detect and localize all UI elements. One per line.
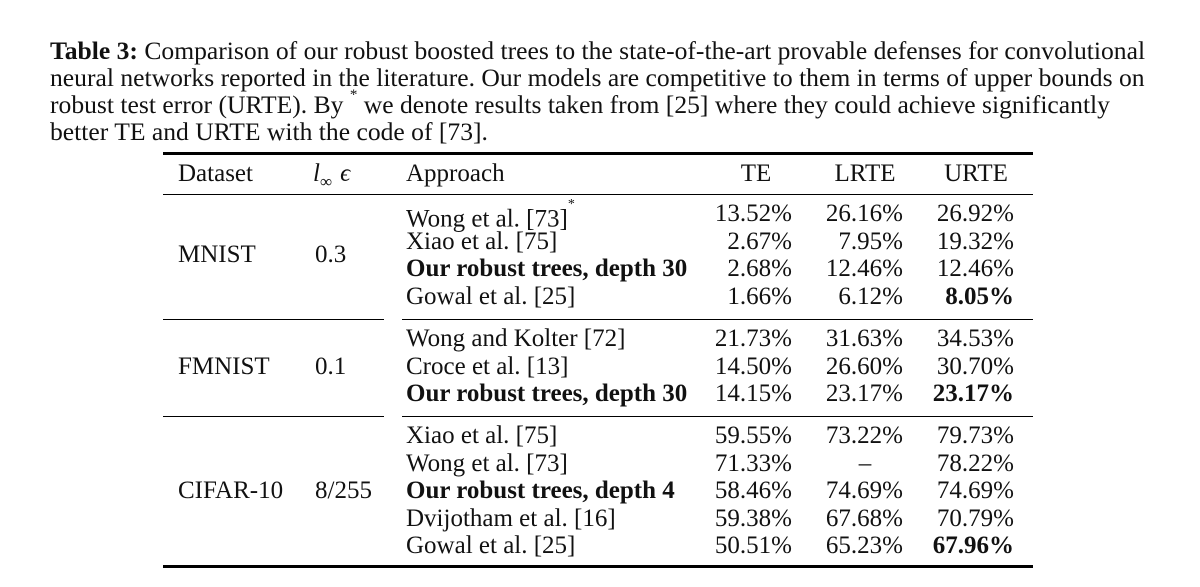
approach-cell xyxy=(406,505,616,533)
dataset-cell: FMNIST xyxy=(178,352,270,380)
approach-text: Gowal et al. [25] xyxy=(406,532,576,559)
urte-cell: 74.69% xyxy=(936,477,1014,504)
te-cell: 21.73% xyxy=(714,325,792,352)
urte-cell: 12.46% xyxy=(936,255,1014,282)
lrte-cell: – xyxy=(858,449,872,477)
lrte-cell: 7.95% xyxy=(838,227,903,255)
urte-cell: 26.92% xyxy=(936,200,1014,227)
te-cell: 13.52% xyxy=(714,200,792,227)
lrte-cell: 65.23% xyxy=(825,532,903,559)
epsilon-cell: 0.3 xyxy=(315,241,347,269)
approach-cell xyxy=(406,353,568,381)
group-separator-right xyxy=(402,416,1033,417)
urte-cell: 8.05% xyxy=(945,282,1014,310)
te-cell: 1.66% xyxy=(727,282,792,310)
lrte-cell: 26.16% xyxy=(825,200,903,227)
caption-star: * xyxy=(349,87,358,104)
caption-text-2: we denote results taken from [25] where they could achieve significantly better TE and URTE with the code of [73]. xyxy=(50,90,1110,146)
approach-text: Wong and Kolter [72] xyxy=(406,325,626,352)
header-epsilon-e: ϵ xyxy=(340,160,351,187)
lrte-cell: 73.22% xyxy=(825,422,903,449)
approach-cell xyxy=(406,477,675,505)
group-separator-right xyxy=(402,319,1033,320)
te-cell: 59.55% xyxy=(714,422,792,449)
urte-cell: 34.53% xyxy=(936,325,1014,352)
dataset-cell: CIFAR-10 xyxy=(178,477,284,504)
te-cell: 59.38% xyxy=(714,504,792,532)
approach-text: Our robust trees, depth 4 xyxy=(406,477,675,504)
group-separator-left xyxy=(163,319,384,320)
lrte-cell: 26.60% xyxy=(825,352,903,380)
approach-cell xyxy=(406,450,568,478)
header-epsilon xyxy=(313,160,350,196)
lrte-cell: 23.17% xyxy=(825,380,903,407)
header-lrte: LRTE xyxy=(834,160,896,187)
header-approach: Approach xyxy=(406,160,505,187)
te-cell: 71.33% xyxy=(714,449,792,477)
lrte-cell: 6.12% xyxy=(838,282,903,310)
lrte-cell: 74.69% xyxy=(825,477,903,504)
urte-cell: 70.79% xyxy=(936,504,1014,532)
group-separator-left xyxy=(163,416,384,417)
epsilon-cell: 0.1 xyxy=(315,352,347,380)
te-cell: 14.15% xyxy=(714,380,792,407)
approach-star: * xyxy=(567,197,575,212)
te-cell: 2.67% xyxy=(727,227,792,255)
approach-cell xyxy=(406,228,557,256)
caption-text-1: Comparison of our robust boosted trees to the state-of-the-art provable defenses for convolutional neural networks reported in the literature. Our models are competitive to them in terms of upper bounds on robust test error (URTE). By xyxy=(50,36,1146,119)
urte-cell: 79.73% xyxy=(936,422,1014,449)
approach-cell xyxy=(406,283,575,311)
te-cell: 50.51% xyxy=(714,532,792,559)
approach-text: Xiao et al. [75] xyxy=(406,422,558,449)
table-header-rule xyxy=(163,194,1033,195)
te-cell: 14.50% xyxy=(714,352,792,380)
epsilon-cell: 8/255 xyxy=(315,477,372,504)
urte-cell: 78.22% xyxy=(936,449,1014,477)
header-epsilon-l: l xyxy=(313,160,320,187)
te-cell: 58.46% xyxy=(714,477,792,504)
urte-cell: 67.96% xyxy=(932,532,1014,559)
header-te: TE xyxy=(740,160,772,187)
header-urte: URTE xyxy=(944,160,1008,187)
approach-cell xyxy=(406,422,557,450)
approach-cell xyxy=(406,380,687,408)
approach-text: Wong et al. [73] xyxy=(406,449,568,477)
urte-cell: 23.17% xyxy=(932,380,1014,407)
dataset-cell: MNIST xyxy=(178,241,256,269)
header-epsilon-inf: ∞ xyxy=(319,172,333,191)
lrte-cell: 31.63% xyxy=(825,325,903,352)
header-dataset: Dataset xyxy=(178,160,253,187)
approach-text: Wong et al. [73] xyxy=(406,205,568,233)
approach-text: Our robust trees, depth 30 xyxy=(406,255,688,282)
table-caption xyxy=(50,37,1160,145)
approach-text: Dvijotham et al. [16] xyxy=(406,504,616,532)
urte-cell: 19.32% xyxy=(936,227,1014,255)
approach-cell xyxy=(406,532,575,560)
table-bottom-rule xyxy=(163,565,1033,568)
table-top-rule xyxy=(163,152,1033,155)
caption-label: Table 3: xyxy=(50,36,138,65)
lrte-cell: 12.46% xyxy=(825,255,903,282)
approach-cell xyxy=(406,255,687,283)
approach-text: Xiao et al. [75] xyxy=(406,227,558,255)
approach-text: Our robust trees, depth 30 xyxy=(406,380,688,407)
te-cell: 2.68% xyxy=(727,255,792,282)
approach-text: Gowal et al. [25] xyxy=(406,282,576,310)
urte-cell: 30.70% xyxy=(936,352,1014,380)
approach-text: Croce et al. [13] xyxy=(406,352,569,380)
approach-cell xyxy=(406,325,625,353)
lrte-cell: 67.68% xyxy=(825,504,903,532)
